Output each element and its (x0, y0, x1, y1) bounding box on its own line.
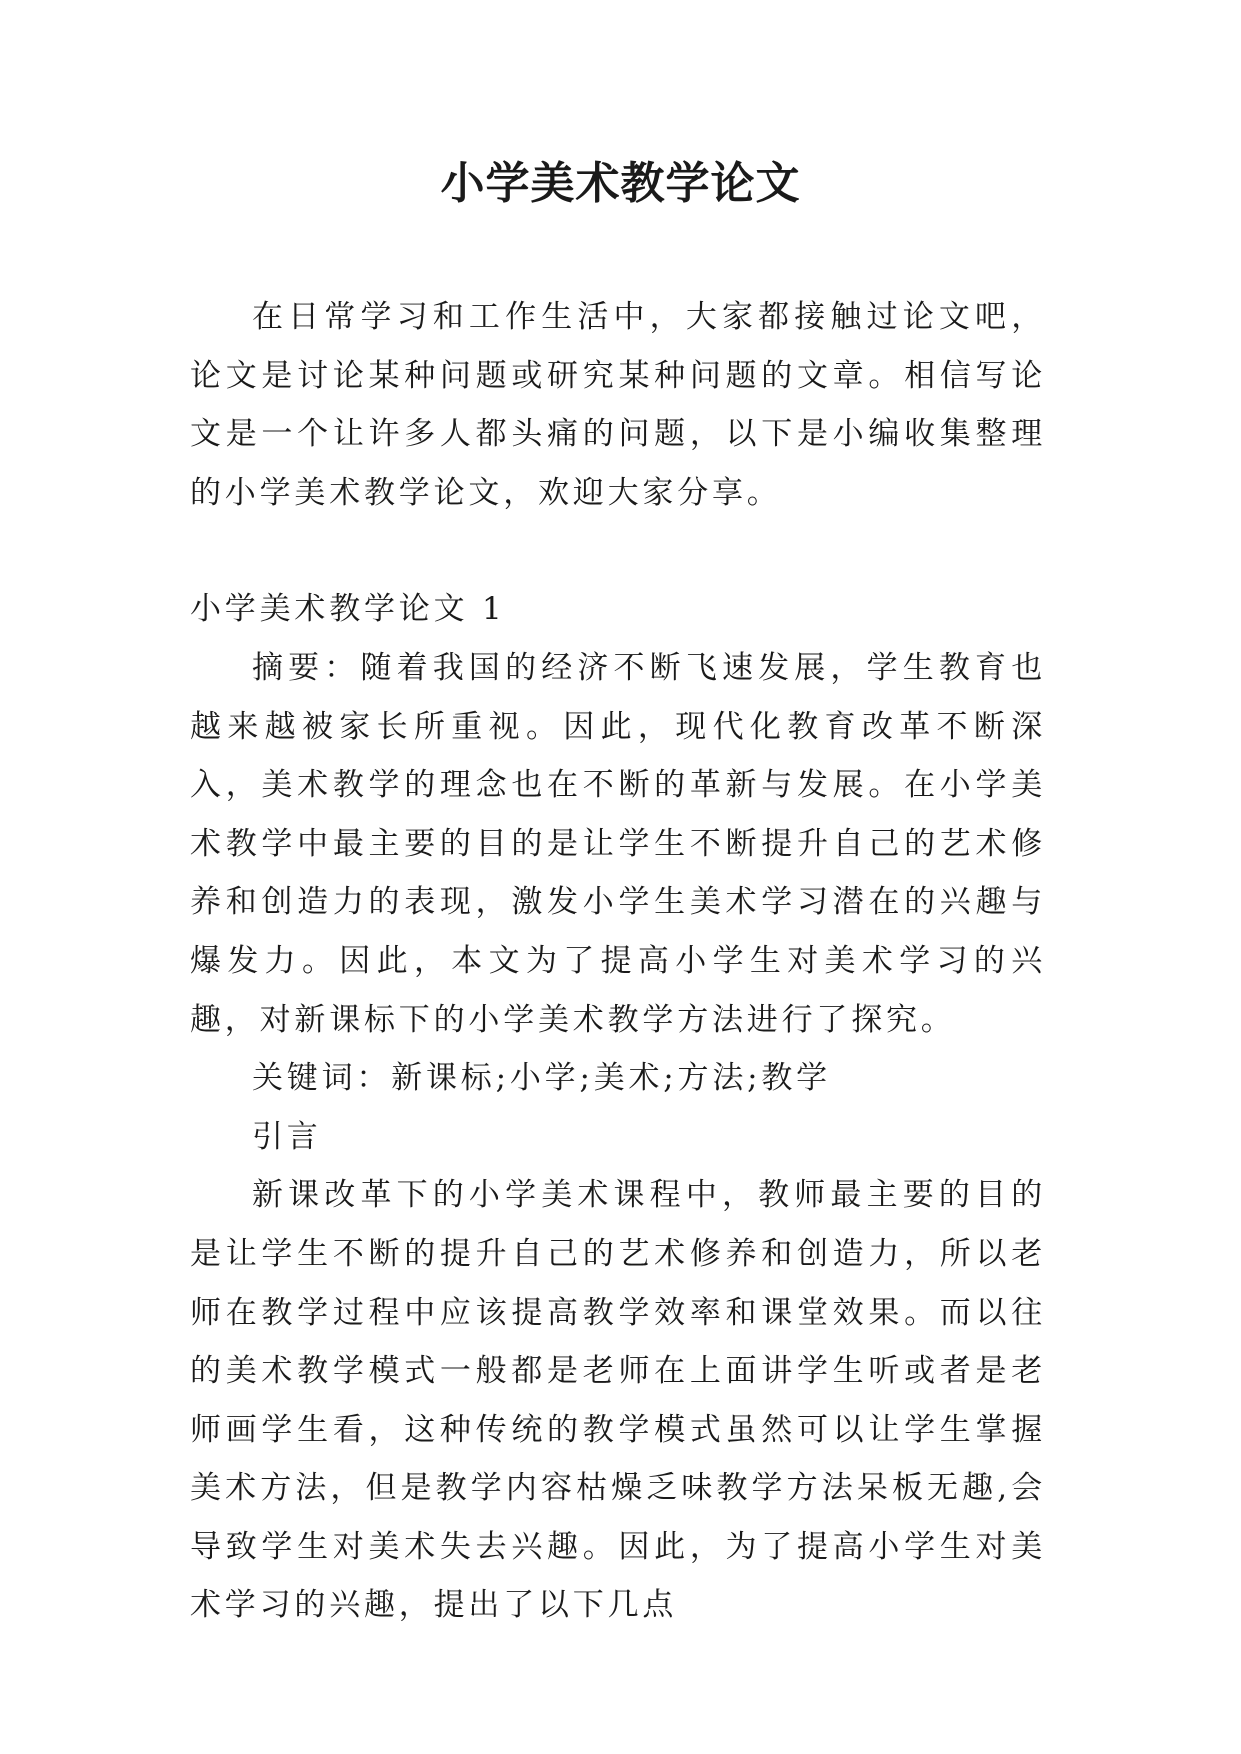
document-body (190, 288, 1046, 1635)
body-paragraph: 新课改革下的小学美术课程中，教师最主要的目的是让学生不断的提升自己的艺术修养和创造力，所以老师在教学过程中应该提高教学效率和课堂效果。而以往的美术教学模式一般都是老师在上面讲学生听或者是老师画学生看，这种传统的教学模式虽然可以让学生掌握美术方法，但是教学内容枯燥乏味教学方法呆板无趣,会导致学生对美术失去兴趣。因此，为了提高小学生对美术学习的兴趣，提出了以下几点 (190, 1177, 1046, 1624)
document-title: 小学美术教学论文 (440, 158, 801, 209)
intro-paragraph: 在日常学习和工作生活中，大家都接触过论文吧，论文是讨论某种问题或研究某种问题的文章。相信写论文是一个让许多人都头痛的问题，以下是小编收集整理的小学美术教学论文，欢迎大家分享。 (190, 299, 1046, 511)
keywords-paragraph: 关键词：新课标;小学;美术;方法;教学 (252, 1060, 831, 1097)
section-heading: 小学美术教学论文 1 (190, 591, 506, 628)
introduction-heading: 引言 (252, 1118, 322, 1155)
abstract-paragraph: 摘要：随着我国的经济不断飞速发展，学生教育也越来越被家长所重视。因此，现代化教育改革不断深入，美术教学的理念也在不断的革新与发展。在小学美术教学中最主要的目的是让学生不断提升自己的艺术修养和创造力的表现，激发小学生美术学习潜在的兴趣与爆发力。因此，本文为了提高小学生对美术学习的兴趣，对新课标下的小学美术教学方法进行了探究。 (190, 649, 1046, 1038)
paragraph-spacer (190, 522, 1046, 580)
